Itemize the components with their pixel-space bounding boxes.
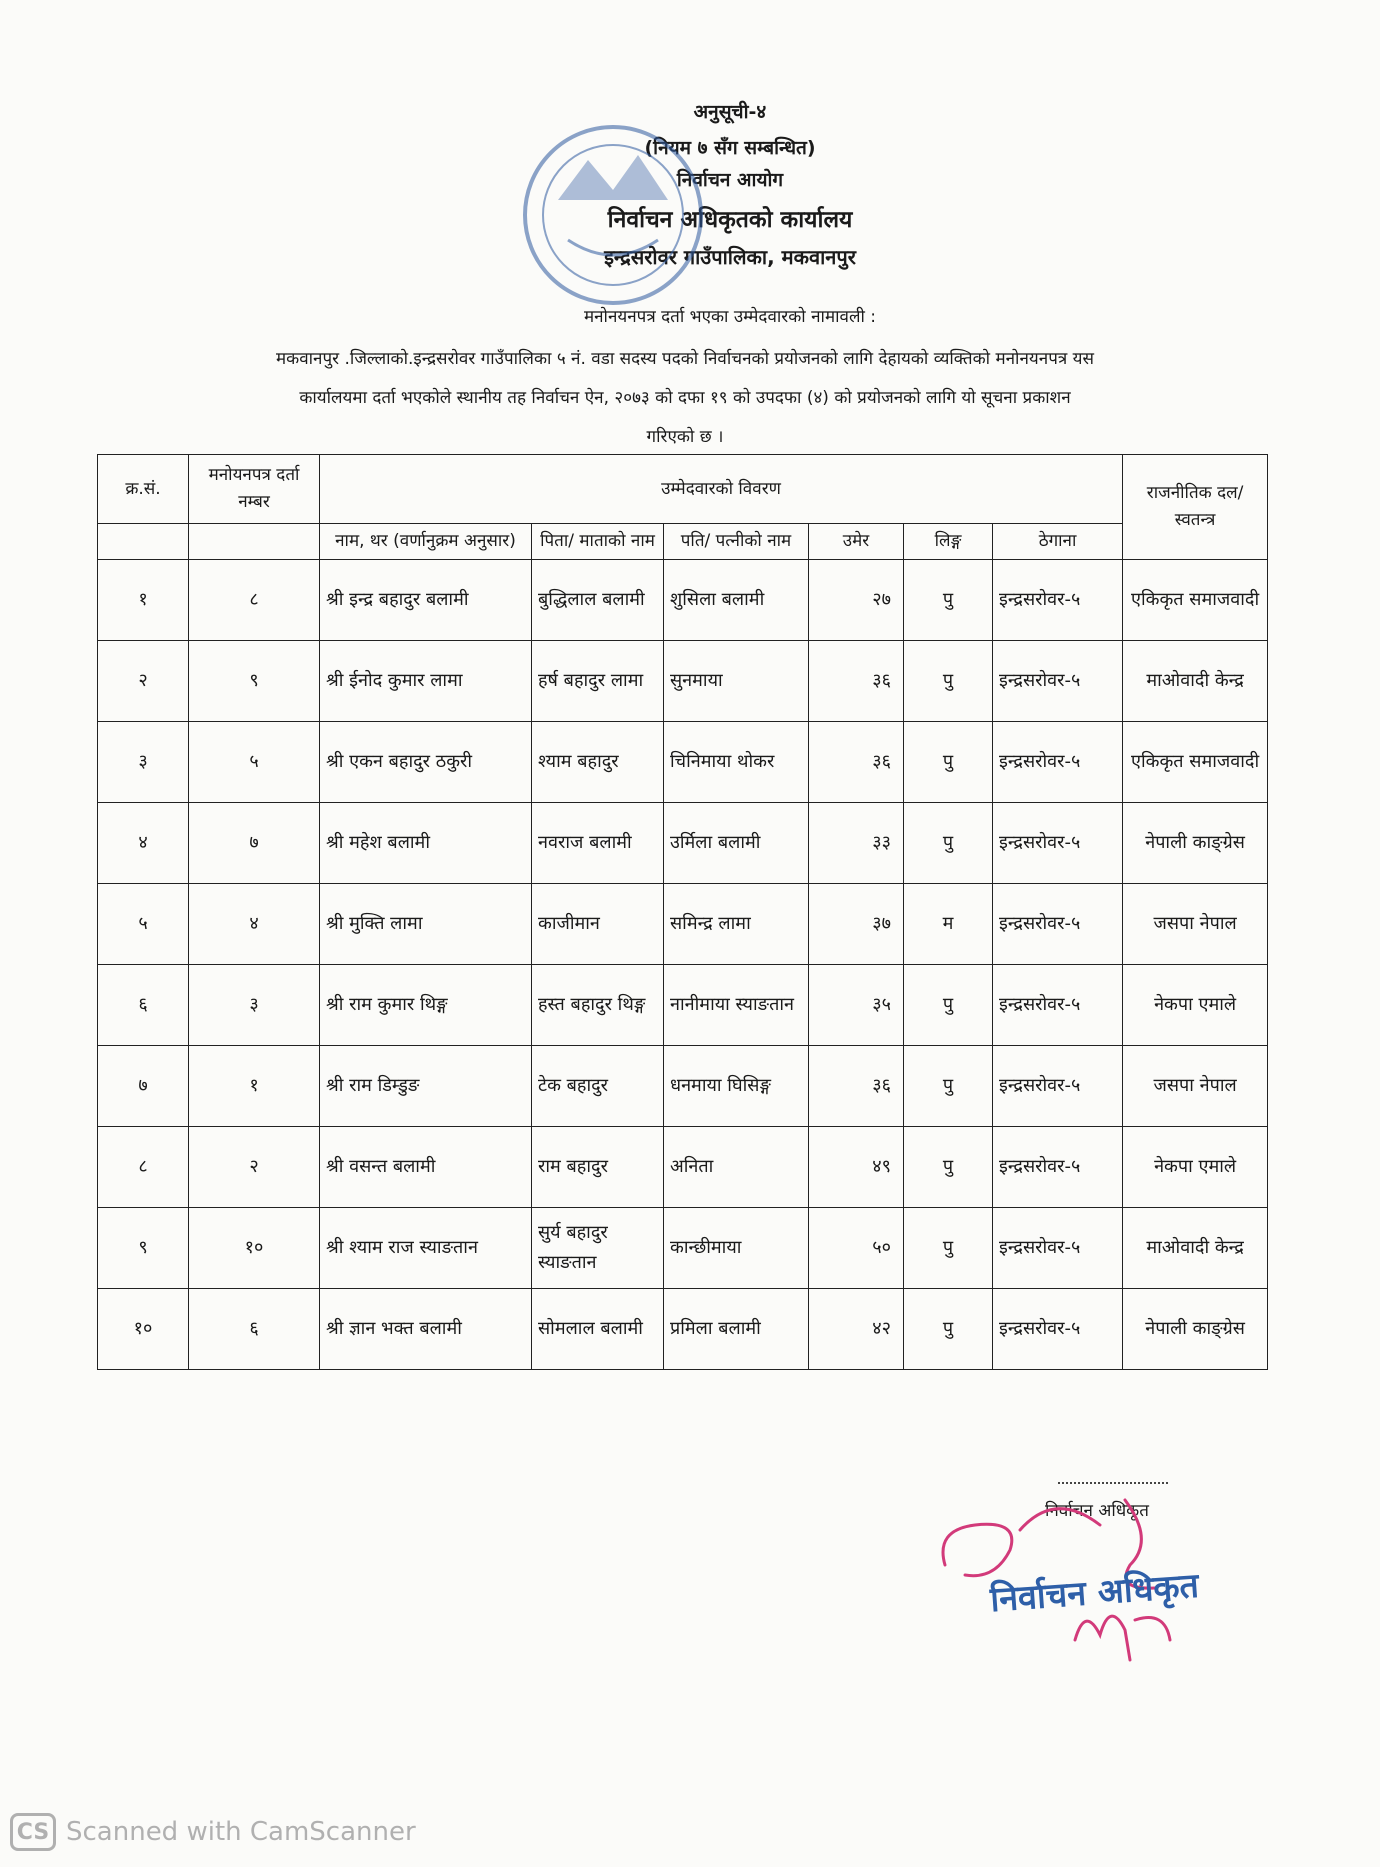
row-age: ३६ — [809, 1046, 904, 1127]
header-address: ठेगाना — [993, 524, 1123, 560]
row-spouse: अनिता — [664, 1127, 809, 1208]
row-age: ४२ — [809, 1289, 904, 1370]
row-name: श्री राम डिम्डुङ — [320, 1046, 532, 1127]
table-header-row — [98, 455, 1268, 524]
row-name: श्री एकन बहादुर ठकुरी — [320, 722, 532, 803]
row-spouse: सुनमाया — [664, 641, 809, 722]
row-spouse: शुसिला बलामी — [664, 560, 809, 641]
notice-line-2: कार्यालयमा दर्ता भएकोले स्थानीय तह निर्वाचन ऐन, २०७३ को दफा १९ को उपदफा (४) को प्रयोजनको लागि यो सूचना प्रकाशन — [299, 388, 1071, 408]
row-parent: राम बहादुर — [532, 1127, 664, 1208]
row-name: श्री राम कुमार थिङ्ग — [320, 965, 532, 1046]
row-age: ३६ — [809, 641, 904, 722]
table-subheader-row — [98, 524, 1268, 560]
row-age: ३६ — [809, 722, 904, 803]
table-row — [98, 560, 1268, 641]
header-party: राजनीतिक दल/स्वतन्त्र — [1123, 455, 1268, 560]
row-address: इन्द्रसरोवर-५ — [993, 722, 1123, 803]
table-row — [98, 884, 1268, 965]
notice-paragraph — [110, 340, 1260, 457]
row-reg-no: ३ — [189, 965, 320, 1046]
row-party: नेकपा एमाले — [1123, 965, 1268, 1046]
row-age: ४९ — [809, 1127, 904, 1208]
row-reg-no: ९ — [189, 641, 320, 722]
candidate-table — [97, 454, 1268, 1370]
header-empty-reg — [189, 524, 320, 560]
row-party: माओवादी केन्द्र — [1123, 1208, 1268, 1289]
row-age: ३३ — [809, 803, 904, 884]
row-parent: बुद्धिलाल बलामी — [532, 560, 664, 641]
table-row — [98, 965, 1268, 1046]
row-address: इन्द्रसरोवर-५ — [993, 560, 1123, 641]
row-sn: ४ — [98, 803, 189, 884]
row-gender: पु — [904, 1289, 993, 1370]
row-name: श्री ज्ञान भक्त बलामी — [320, 1289, 532, 1370]
row-party: नेपाली काङ्ग्रेस — [1123, 1289, 1268, 1370]
row-address: इन्द्रसरोवर-५ — [993, 884, 1123, 965]
header-sn: क्र.सं. — [98, 455, 189, 524]
row-sn: ९ — [98, 1208, 189, 1289]
header-age: उमेर — [809, 524, 904, 560]
row-name: श्री मुक्ति लामा — [320, 884, 532, 965]
row-address: इन्द्रसरोवर-५ — [993, 965, 1123, 1046]
header-reg-no: मनोयनपत्र दर्ता नम्बर — [189, 455, 320, 524]
header-gender: लिङ्ग — [904, 524, 993, 560]
row-gender: पु — [904, 1046, 993, 1127]
row-gender: पु — [904, 722, 993, 803]
row-parent: हस्त बहादुर थिङ्ग — [532, 965, 664, 1046]
row-sn: २ — [98, 641, 189, 722]
row-gender: पु — [904, 1127, 993, 1208]
table-row — [98, 641, 1268, 722]
row-parent: हर्ष बहादुर लामा — [532, 641, 664, 722]
row-sn: ७ — [98, 1046, 189, 1127]
row-sn: ६ — [98, 965, 189, 1046]
row-parent: काजीमान — [532, 884, 664, 965]
row-reg-no: २ — [189, 1127, 320, 1208]
row-sn: ८ — [98, 1127, 189, 1208]
row-party: जसपा नेपाल — [1123, 884, 1268, 965]
row-party: एकिकृत समाजवादी — [1123, 722, 1268, 803]
notice-line-1: मकवानपुर .जिल्लाको.इन्द्रसरोवर गाउँपालिका ५ नं. वडा सदस्य पदको निर्वाचनको प्रयोजनको लागि देहायको व्यक्तिको मनोनयनपत्र यस — [275, 349, 1094, 369]
scanner-watermark-text: Scanned with CamScanner — [66, 1817, 416, 1847]
row-name: श्री वसन्त बलामी — [320, 1127, 532, 1208]
header-spouse: पति/ पत्नीको नाम — [664, 524, 809, 560]
row-parent: सुर्य बहादुर स्याङतान — [532, 1208, 664, 1289]
row-reg-no: ४ — [189, 884, 320, 965]
table-row — [98, 1289, 1268, 1370]
row-address: इन्द्रसरोवर-५ — [993, 641, 1123, 722]
row-name: श्री ईनोद कुमार लामा — [320, 641, 532, 722]
row-party: जसपा नेपाल — [1123, 1046, 1268, 1127]
row-parent: टेक बहादुर — [532, 1046, 664, 1127]
table-row — [98, 1046, 1268, 1127]
row-sn: ५ — [98, 884, 189, 965]
officer-stamp: निर्वाचन अधिकृत — [988, 1565, 1201, 1621]
row-gender: म — [904, 884, 993, 965]
row-reg-no: ५ — [189, 722, 320, 803]
row-address: इन्द्रसरोवर-५ — [993, 1208, 1123, 1289]
row-spouse: समिन्द्र लामा — [664, 884, 809, 965]
row-age: ३७ — [809, 884, 904, 965]
table-row — [98, 1127, 1268, 1208]
scanner-footer — [10, 1812, 416, 1852]
row-gender: पु — [904, 965, 993, 1046]
row-party: एकिकृत समाजवादी — [1123, 560, 1268, 641]
row-parent: नवराज बलामी — [532, 803, 664, 884]
row-age: २७ — [809, 560, 904, 641]
row-address: इन्द्रसरोवर-५ — [993, 1046, 1123, 1127]
rule-reference: (नियम ७ सँग सम्बन्धित) — [644, 137, 816, 159]
row-parent: श्याम बहादुर — [532, 722, 664, 803]
row-gender: पु — [904, 560, 993, 641]
row-spouse: प्रमिला बलामी — [664, 1289, 809, 1370]
row-spouse: धनमाया घिसिङ्ग — [664, 1046, 809, 1127]
header-name: नाम, थर (वर्णानुक्रम अनुसार) — [320, 524, 532, 560]
notice-line-3: गरिएको छ । — [646, 427, 724, 447]
row-reg-no: १ — [189, 1046, 320, 1127]
row-age: ३५ — [809, 965, 904, 1046]
row-gender: पु — [904, 803, 993, 884]
row-reg-no: ६ — [189, 1289, 320, 1370]
table-row — [98, 1208, 1268, 1289]
row-party: माओवादी केन्द्र — [1123, 641, 1268, 722]
office-name: निर्वाचन अधिकृतको कार्यालय — [607, 207, 853, 233]
row-gender: पु — [904, 641, 993, 722]
row-reg-no: ८ — [189, 560, 320, 641]
row-reg-no: १० — [189, 1208, 320, 1289]
row-reg-no: ७ — [189, 803, 320, 884]
signatory-title: निर्वाचन अधिकृत — [1045, 1501, 1149, 1521]
row-party: नेकपा एमाले — [1123, 1127, 1268, 1208]
row-gender: पु — [904, 1208, 993, 1289]
header-empty-sn — [98, 524, 189, 560]
header-parent: पिता/ माताको नाम — [532, 524, 664, 560]
row-name: श्री महेश बलामी — [320, 803, 532, 884]
row-sn: १ — [98, 560, 189, 641]
municipality-name: इन्द्रसरोवर गाउँपालिका, मकवानपुर — [604, 245, 856, 269]
row-parent: सोमलाल बलामी — [532, 1289, 664, 1370]
row-name: श्री इन्द्र बहादुर बलामी — [320, 560, 532, 641]
row-spouse: चिनिमाया थोकर — [664, 722, 809, 803]
commission-name: निर्वाचन आयोग — [676, 169, 784, 191]
row-address: इन्द्रसरोवर-५ — [993, 1127, 1123, 1208]
row-sn: ३ — [98, 722, 189, 803]
row-sn: १० — [98, 1289, 189, 1370]
office-seal-icon — [518, 120, 708, 310]
table-row — [98, 722, 1268, 803]
schedule-heading: अनुसूची-४ — [693, 101, 767, 123]
camscanner-logo-icon: CS — [10, 1813, 56, 1851]
row-address: इन्द्रसरोवर-५ — [993, 803, 1123, 884]
row-spouse: नानीमाया स्याङतान — [664, 965, 809, 1046]
row-name: श्री श्याम राज स्याङतान — [320, 1208, 532, 1289]
row-party: नेपाली काङ्ग्रेस — [1123, 803, 1268, 884]
row-address: इन्द्रसरोवर-५ — [993, 1289, 1123, 1370]
header-candidate-details: उम्मेदवारको विवरण — [320, 455, 1123, 524]
row-spouse: कान्छीमाया — [664, 1208, 809, 1289]
list-title: मनोनयनपत्र दर्ता भएका उम्मेदवारको नामावली : — [583, 307, 877, 327]
row-spouse: उर्मिला बलामी — [664, 803, 809, 884]
row-age: ५० — [809, 1208, 904, 1289]
table-row — [98, 803, 1268, 884]
